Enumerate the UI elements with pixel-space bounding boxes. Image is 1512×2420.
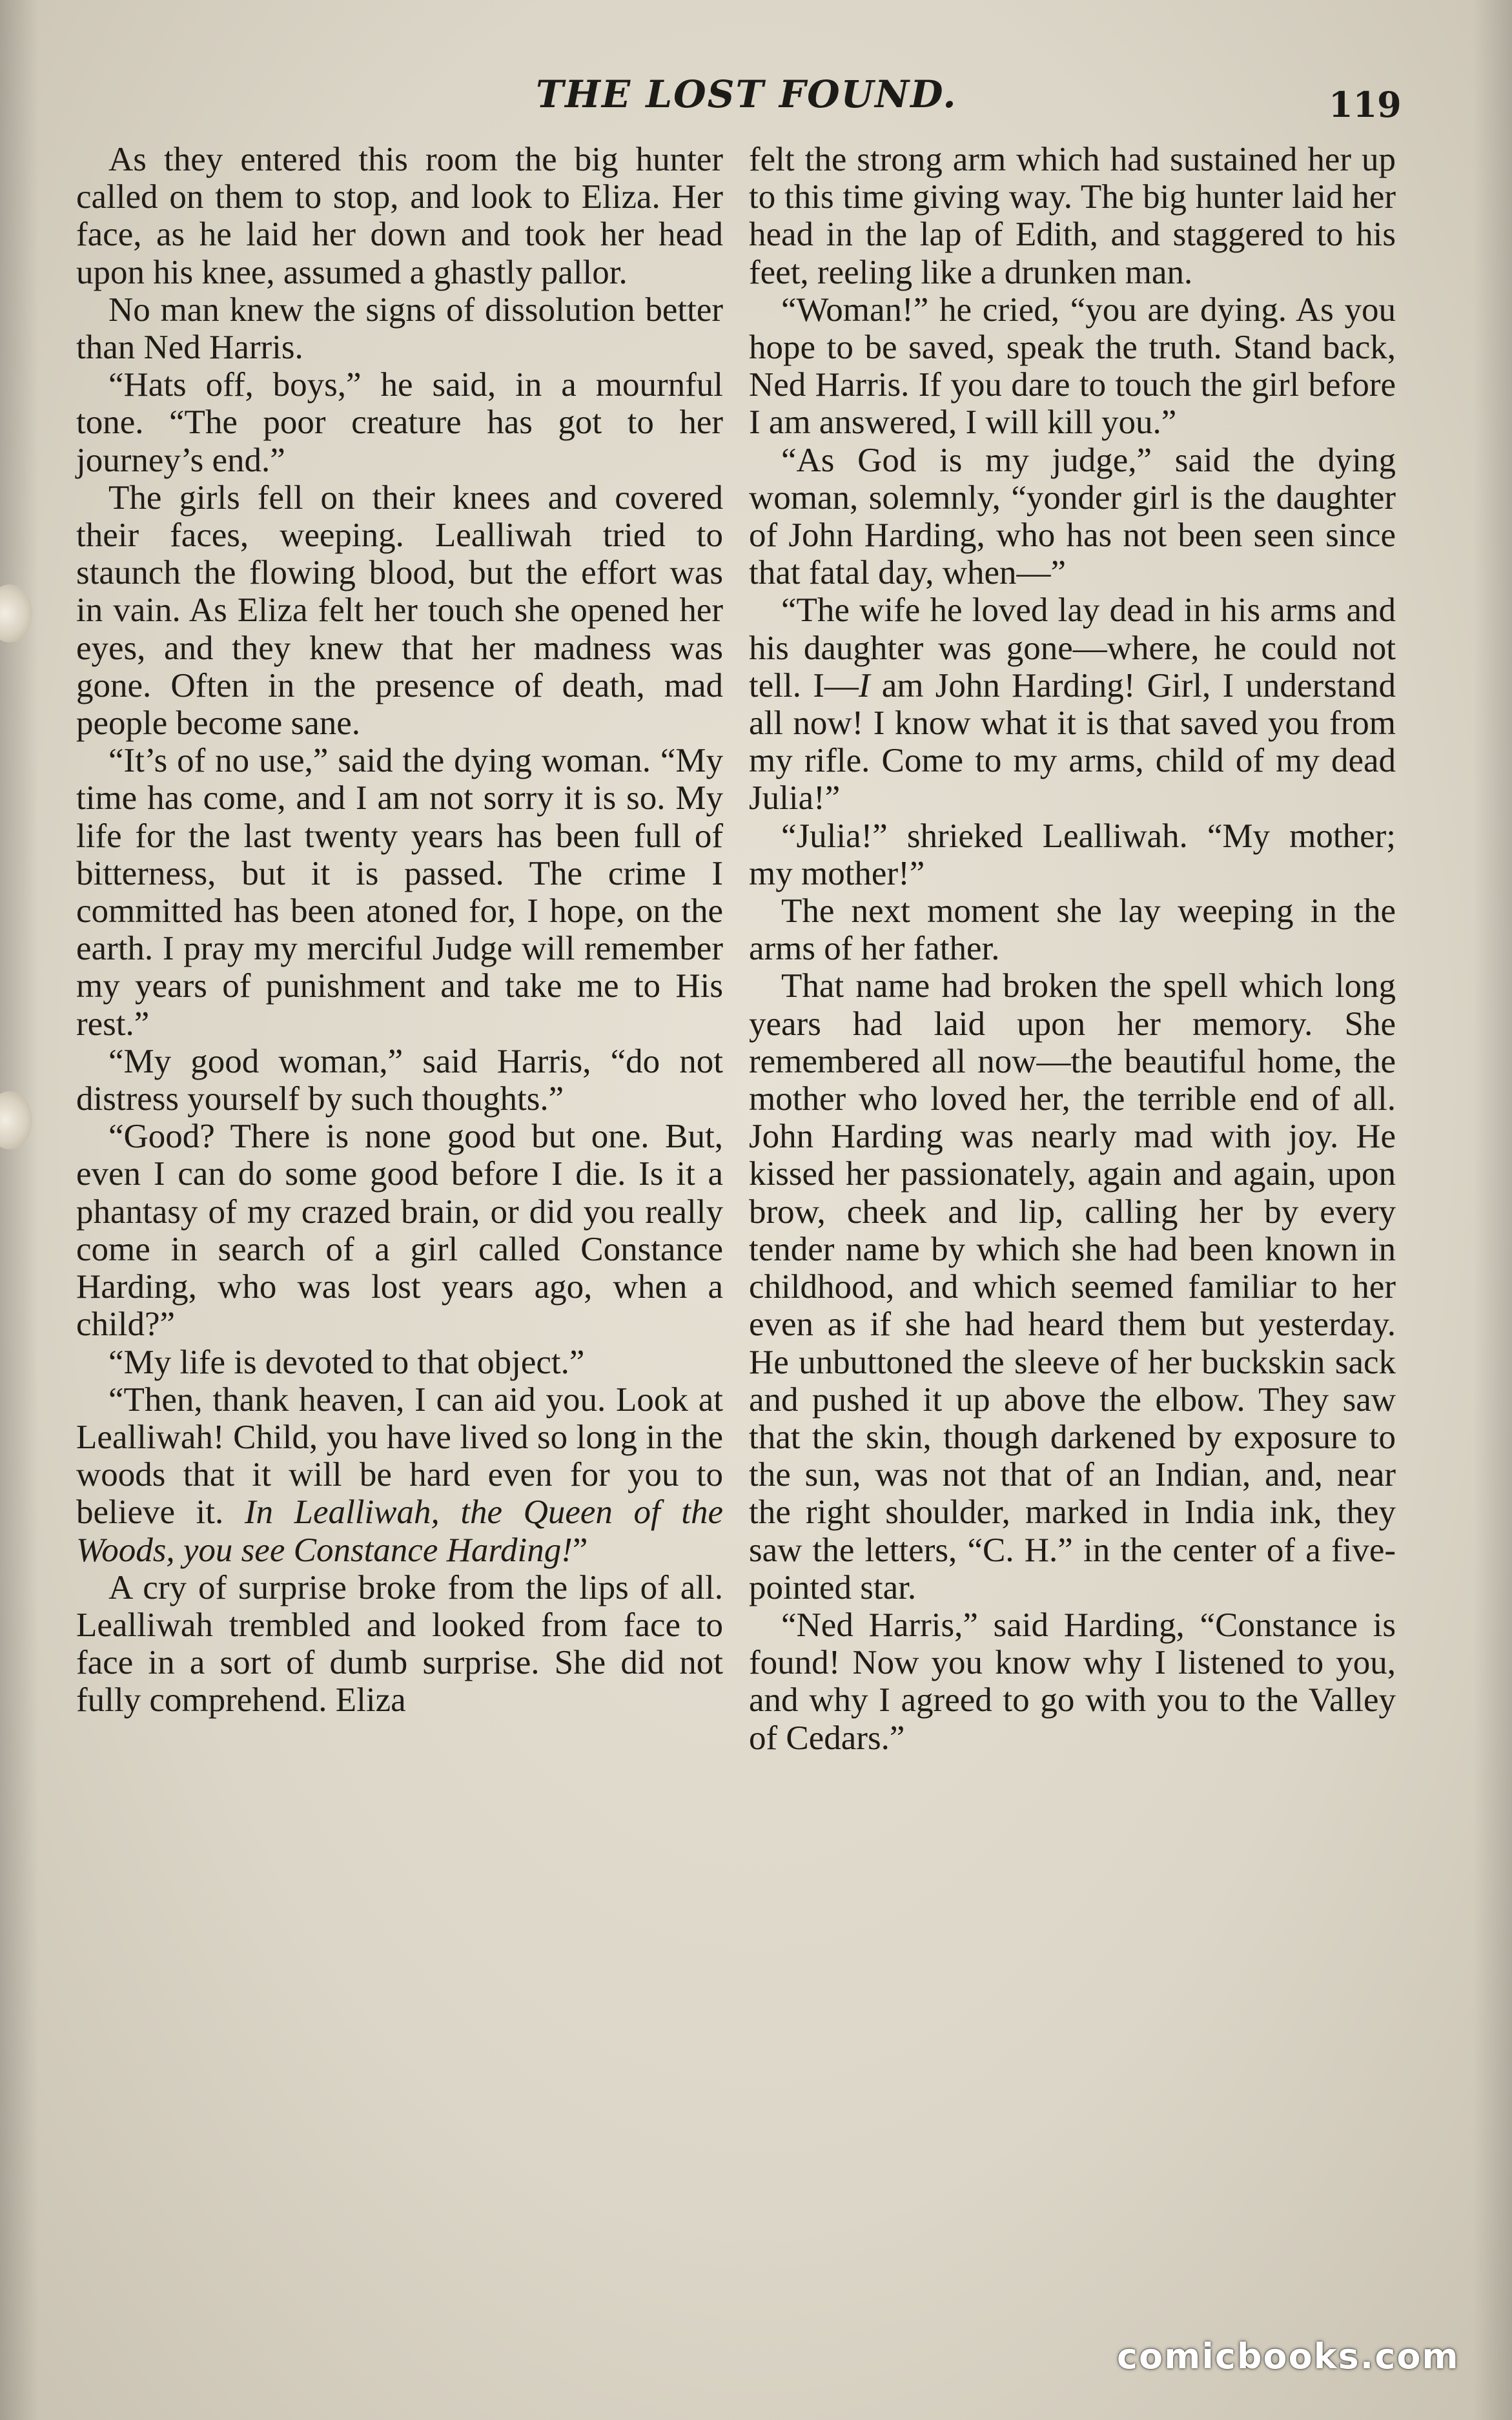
left-edge-shadow	[0, 0, 39, 2420]
paragraph: No man knew the signs of dissolution better than Ned Harris.	[76, 291, 723, 367]
paragraph-with-italic-revelation	[76, 1381, 723, 1569]
running-head: THE LOST FOUND.	[536, 72, 957, 116]
paragraph: “My life is devoted to that object.”	[108, 1343, 585, 1381]
right-text-column	[749, 141, 1396, 1757]
paragraph-text: “The wife he loved lay dead in his arms and his daughter was gone—where, he could not tell. I—	[749, 591, 1396, 704]
italic-pronoun: I	[858, 666, 870, 704]
paragraph-with-italic	[749, 591, 1396, 817]
right-edge-shadow	[1473, 0, 1512, 2420]
paragraph: “Ned Harris,” said Harding, “Constance is found! Now you know why I listened to you, and why I agreed to go with you to the Valley of Cedars.”	[749, 1606, 1396, 1757]
paragraph-text: am John Harding! Girl, I understand all now! I know what it is that saved you from my rifle. Come to my arms, child of my dead Julia!”	[749, 666, 1396, 817]
paragraph: “Julia!” shrieked Lealliwah. “My mother; my mother!”	[749, 817, 1396, 892]
paragraph: “Woman!” he cried, “you are dying. As you hope to be saved, speak the truth. Stand back, Ned Harris. If you dare to touch the girl before I am answered, I will kill you.”	[749, 291, 1396, 442]
paragraph: “As God is my judge,” said the dying woman, solemnly, “yonder girl is the daughter of John Harding, who has not been seen since that fatal day, when—”	[749, 441, 1396, 592]
paragraph: “Good? There is none good but one. But, even I can do some good before I die. Is it a phantasy of my crazed brain, or did you really come in search of a girl called Constance Harding, who was lost years ago, when a child?”	[76, 1118, 723, 1344]
left-text-column	[76, 141, 723, 1719]
italic-revelation: In Lealliwah, the Queen of the Woods, you see Constance Harding!	[76, 1493, 723, 1569]
page-number: 119	[1329, 84, 1402, 125]
paragraph: The next moment she lay weeping in the arms of her father.	[749, 892, 1396, 968]
watermark: comicbooks.com	[1117, 2336, 1460, 2377]
paragraph: “Hats off, boys,” he said, in a mournful tone. “The poor creature has got to her journey’s end.”	[76, 366, 723, 479]
paragraph-text: “Then, thank heaven, I can aid you. Look at Lealliwah! Child, you have lived so long in the woods that it will be hard even for you to believe it.	[76, 1380, 723, 1532]
paragraph: The girls fell on their knees and covered their faces, weeping. Lealliwah tried to staunch the flowing blood, but the effort was in vain. As Eliza felt her touch she opened her eyes, and they knew that her madness was gone. Often in the presence of death, mad people become sane.	[76, 478, 723, 743]
continued-paragraph: felt the strong arm which had sustained her up to this time giving way. The big hunter laid her head in the lap of Edith, and staggered to his feet, reeling like a drunken man.	[749, 141, 1396, 291]
paragraph: As they entered this room the big hunter called on them to stop, and look to Eliza. Her face, as he laid her down and took her head upon his knee, assumed a ghastly pallor.	[76, 141, 723, 291]
closing-quote: ”	[572, 1531, 588, 1569]
paragraph: “It’s of no use,” said the dying woman. “My time has come, and I am not sorry it is so. My life for the last twenty years has been full of bitterness, but it is passed. The crime I committed has been atoned for, I hope, on the earth. I pray my merciful Judge will remember my years of punishment and take me to His rest.”	[76, 742, 723, 1043]
paragraph: “My good woman,” said Harris, “do not distress yourself by such thoughts.”	[76, 1042, 723, 1118]
paragraph: A cry of surprise broke from the lips of all. Lealliwah trembled and looked from face to face in a sort of dumb surprise. She did not fully comprehend. Eliza	[76, 1568, 723, 1719]
paragraph: That name had broken the spell which long years had laid upon her memory. She remembered all now—the beautiful home, the mother who loved her, the terrible end of all. John Harding was nearly mad with joy. He kissed her passionately, again and again, upon brow, cheek and lip, calling her by every tender name by which she had been known in childhood, and which seemed familiar to her even as if she had heard them but yesterday. He unbuttoned the sleeve of her buckskin sack and pushed it up above the elbow. They saw that the skin, though darkened by exposure to the sun, was not that of an Indian, and, near the right shoulder, marked in India ink, they saw the letters, “C. H.” in the center of a five-pointed star.	[749, 967, 1396, 1606]
